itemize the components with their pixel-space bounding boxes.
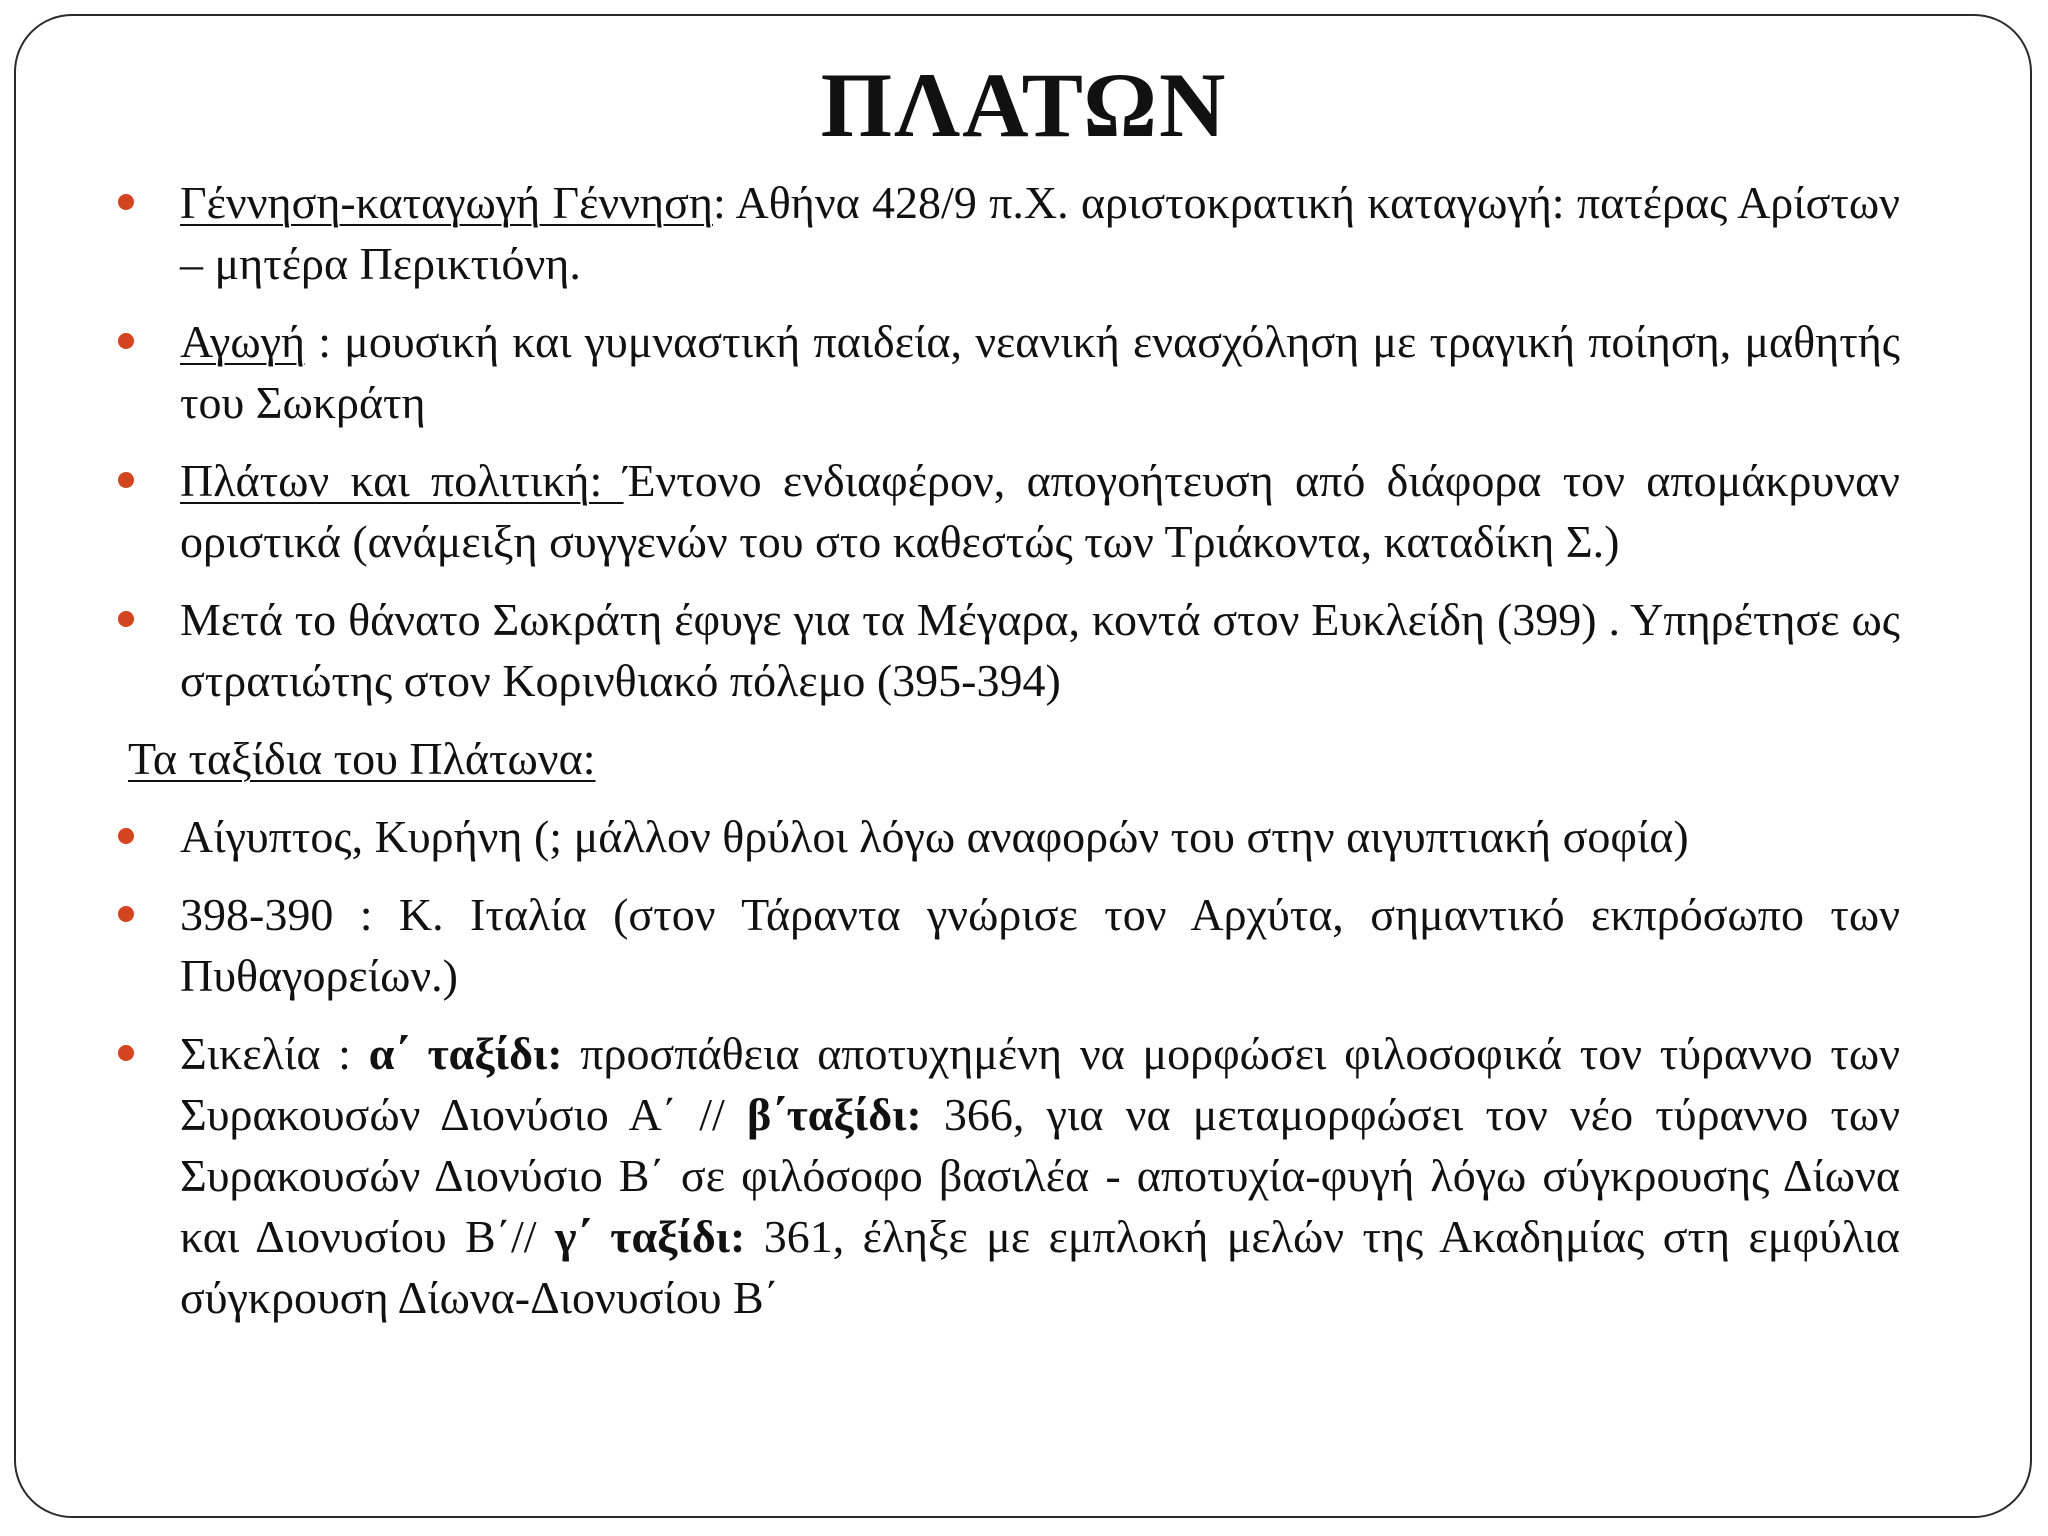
bullet-content: προσπάθεια αποτυχημένη να μορφώσει φιλοσοφικά τον τύραννο των Συρακουσών Διονύσιο Α΄ // bbox=[180, 1028, 1900, 1140]
bullet-dot-icon bbox=[118, 1045, 134, 1061]
bullet-upbringing bbox=[118, 311, 1900, 433]
bullet-label: Γέννηση-καταγωγή Γέννηση bbox=[180, 177, 713, 228]
bullet-content: Έντονο ενδιαφέρον, απογοήτευση από διάφορα τον απομάκρυναν οριστικά (ανάμειξη συγγενών του στο καθεστώς των Τριάκοντα, καταδίκη Σ.) bbox=[180, 455, 1900, 567]
bullet-content: 366, για να μεταμορφώσει τον νέο τύραννο των Συρακουσών Διονύσιο Β΄ σε φιλόσοφο βασιλέα - αποτυχία-φυγή λόγω σύγκρουσης Δίωνα και Διονυσίου Β΄// bbox=[180, 1089, 1901, 1262]
bullet-text bbox=[180, 450, 1900, 572]
trip-label-second: β΄ταξίδι: bbox=[747, 1089, 922, 1140]
bullet-label: Αγωγή bbox=[180, 316, 306, 367]
bullet-egypt bbox=[118, 806, 1900, 867]
bullet-dot-icon bbox=[118, 828, 134, 844]
trip-label-third: γ΄ ταξίδι: bbox=[555, 1211, 746, 1262]
bullet-birth bbox=[118, 172, 1900, 294]
bullet-after-socrates bbox=[118, 589, 1900, 711]
travels-heading: Τα ταξίδια του Πλάτωνα: bbox=[128, 733, 596, 784]
bullet-dot-icon bbox=[118, 333, 134, 349]
slide-title: ΠΛΑΤΩΝ bbox=[820, 54, 1228, 156]
bullet-italy bbox=[118, 884, 1900, 1006]
bullet-dot-icon bbox=[118, 906, 134, 922]
bullet-content: 398-390 : Κ. Ιταλία (στον Τάραντα γνώρισε τον Αρχύτα, σημαντικό εκπρόσωπο των Πυθαγορείων.) bbox=[180, 889, 1900, 1001]
trip-label-first: α΄ ταξίδι: bbox=[368, 1028, 563, 1079]
bullet-dot-icon bbox=[118, 194, 134, 210]
bullet-text bbox=[180, 884, 1900, 1006]
bullet-content: Αίγυπτος, Κυρήνη (; μάλλον θρύλοι λόγω αναφορών του στην αιγυπτιακή σοφία) bbox=[180, 811, 1689, 862]
bullet-politics bbox=[118, 450, 1900, 572]
bullet-sicily bbox=[118, 1023, 1900, 1328]
bullet-content: 361, έληξε με εμπλοκή μελών της Ακαδημίας στη εμφύλια σύγκρουση Δίωνα-Διονυσίου Β΄ bbox=[180, 1211, 1900, 1323]
bullet-text bbox=[180, 589, 1900, 711]
slide-body bbox=[118, 172, 1900, 1345]
bullet-text bbox=[180, 172, 1900, 294]
bullet-content: : μουσική και γυμναστική παιδεία, νεανική ενασχόληση με τραγική ποίηση, μαθητής του Σωκράτη bbox=[180, 316, 1900, 428]
bullet-content: : Αθήνα 428/9 π.Χ. αριστοκρατική καταγωγή: πατέρας Αρίστων – μητέρα Περικτιόνη. bbox=[180, 177, 1900, 289]
bullet-text bbox=[180, 1023, 1900, 1328]
bullet-dot-icon bbox=[118, 611, 134, 627]
bullet-content: Σικελία : bbox=[180, 1028, 369, 1079]
bullet-text bbox=[180, 806, 1900, 867]
bullet-label: Πλάτων και πολιτική: bbox=[180, 455, 624, 506]
bullet-dot-icon bbox=[118, 472, 134, 488]
bullet-content: Μετά το θάνατο Σωκράτη έφυγε για τα Μέγαρα, κοντά στον Ευκλείδη (399) . Υπηρέτησε ως στρατιώτης στον Κορινθιακό πόλεμο (395-394) bbox=[180, 594, 1900, 706]
bullet-text bbox=[180, 311, 1900, 433]
